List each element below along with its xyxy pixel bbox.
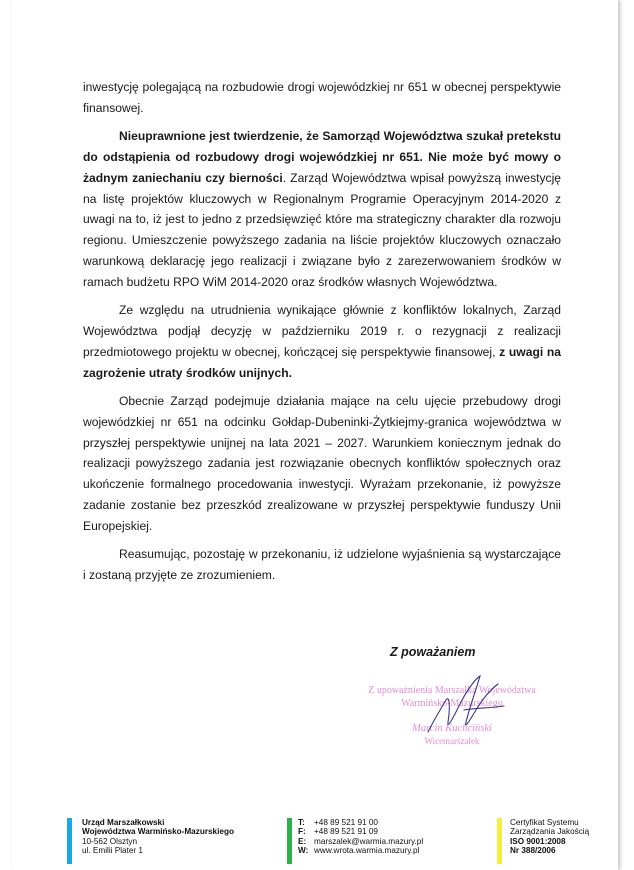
- footer-yellow-bar: [497, 818, 502, 864]
- footer-certificate: [510, 818, 589, 855]
- cert-line-2: Zarządzania Jakością: [510, 827, 590, 837]
- footer-organization: [82, 818, 234, 855]
- stamp-title: Wicemarszałek: [424, 736, 480, 746]
- footer-blue-bar: [67, 818, 72, 864]
- cert-line-3: ISO 9001:2008: [510, 836, 566, 846]
- org-address-line-1: 10-562 Olsztyn: [82, 836, 138, 846]
- handwritten-signature: [420, 670, 510, 750]
- contact-website[interactable]: W: www.wrota.warmia.mazury.pl: [298, 845, 420, 855]
- contact-phone: T: +48 89 521 91 00: [298, 818, 378, 827]
- org-name-line-1: Urząd Marszałkowski: [82, 818, 165, 827]
- stamp-line-2: Warmińsko-Mazurskiego: [401, 698, 503, 709]
- contact-email[interactable]: E: marszalek@warmia.mazury.pl: [298, 836, 424, 846]
- cert-line-1: Certyfikat Systemu: [510, 818, 579, 827]
- footer-green-bar: [287, 818, 292, 864]
- paragraph-2-rest: . Zarząd Województwa wpisał powyższą inwestycję na listę projektów kluczowych w Regionalnym Programie Operacyjnym 2014-2020 z uwagi na to, iż jest to jedno z przedsięwzięć które ma strategiczny charakter dla rozwoju regionu. Umieszczenie powyższego zadania na liście projektów kluczowych oznaczało warunkową deklarację jego realizacji i związane było z zarezerwowaniem środków w ramach budżetu RPO WiM 2014-2020 oraz środków własnych Województwa.: [83, 170, 562, 290]
- closing-greeting: Z poważaniem: [390, 645, 476, 659]
- stamp-line-1: Z upoważnienia Marszałka Województwa: [368, 685, 536, 696]
- paragraph-3: [83, 300, 561, 384]
- contact-fax: F: +48 89 521 91 09: [298, 827, 378, 837]
- paragraph-2: [83, 126, 561, 293]
- paragraph-4: Obecnie Zarząd podejmuje działania mające na celu ujęcie przebudowy drogi wojewódzkiej nr 651 na odcinku Gołdap-Dubeninki-Żytkiejmy-granica województwa w przyszłej perspektywie unijnej na lata 2021 – 2027. Warunkiem koniecznym jednak do realizacji powyższego zadania jest rozwiązanie obecnych konfliktów społecznych oraz ukończenie formalnego procedowania inwestycji. Wyrażam przekonanie, iż powyższe zadanie zostanie bez przeszkód zrealizowane w przyszłej perspektywie funduszy Unii Europejskiej.: [83, 393, 561, 534]
- paragraph-3-bold: z uwagi na zagrożenie utraty środków unijnych.: [83, 344, 562, 380]
- letter-body: [83, 77, 561, 593]
- footer-contacts: [298, 818, 423, 855]
- paragraph-3-start: Ze względu na utrudnienia wynikające głównie z konfliktów lokalnych, Zarząd Województwa podjął decyzję w październiku 2019 r. o rezygnacji z realizacji przedmiotowego projektu w obecnej, kończącej się perspektywie finansowej,: [83, 303, 561, 359]
- paragraph-2-bold: Nieuprawnione jest twierdzenie, że Samorząd Województwa szukał pretekstu do odstąpienia od rozbudowy drogi wojewódzkiej nr 651. Nie może być mowy o żadnym zaniechaniu czy bierności: [83, 128, 561, 185]
- paragraph-5: Reasumując, pozostaję w przekonaniu, iż udzielone wyjaśnienia są wystarczające i zostaną przyjęte ze zrozumieniem.: [83, 547, 561, 582]
- org-address-line-2: ul. Emilii Plater 1: [82, 845, 143, 855]
- paragraph-1: inwestycję polegającą na rozbudowie drogi wojewódzkiej nr 651 w obecnej perspektywie finansowej.: [83, 80, 561, 115]
- stamp-name: Marcin Kuchciński: [412, 723, 492, 734]
- cert-line-4: Nr 388/2006: [510, 845, 556, 855]
- org-name-line-2: Województwa Warmińsko-Mazurskiego: [82, 827, 234, 837]
